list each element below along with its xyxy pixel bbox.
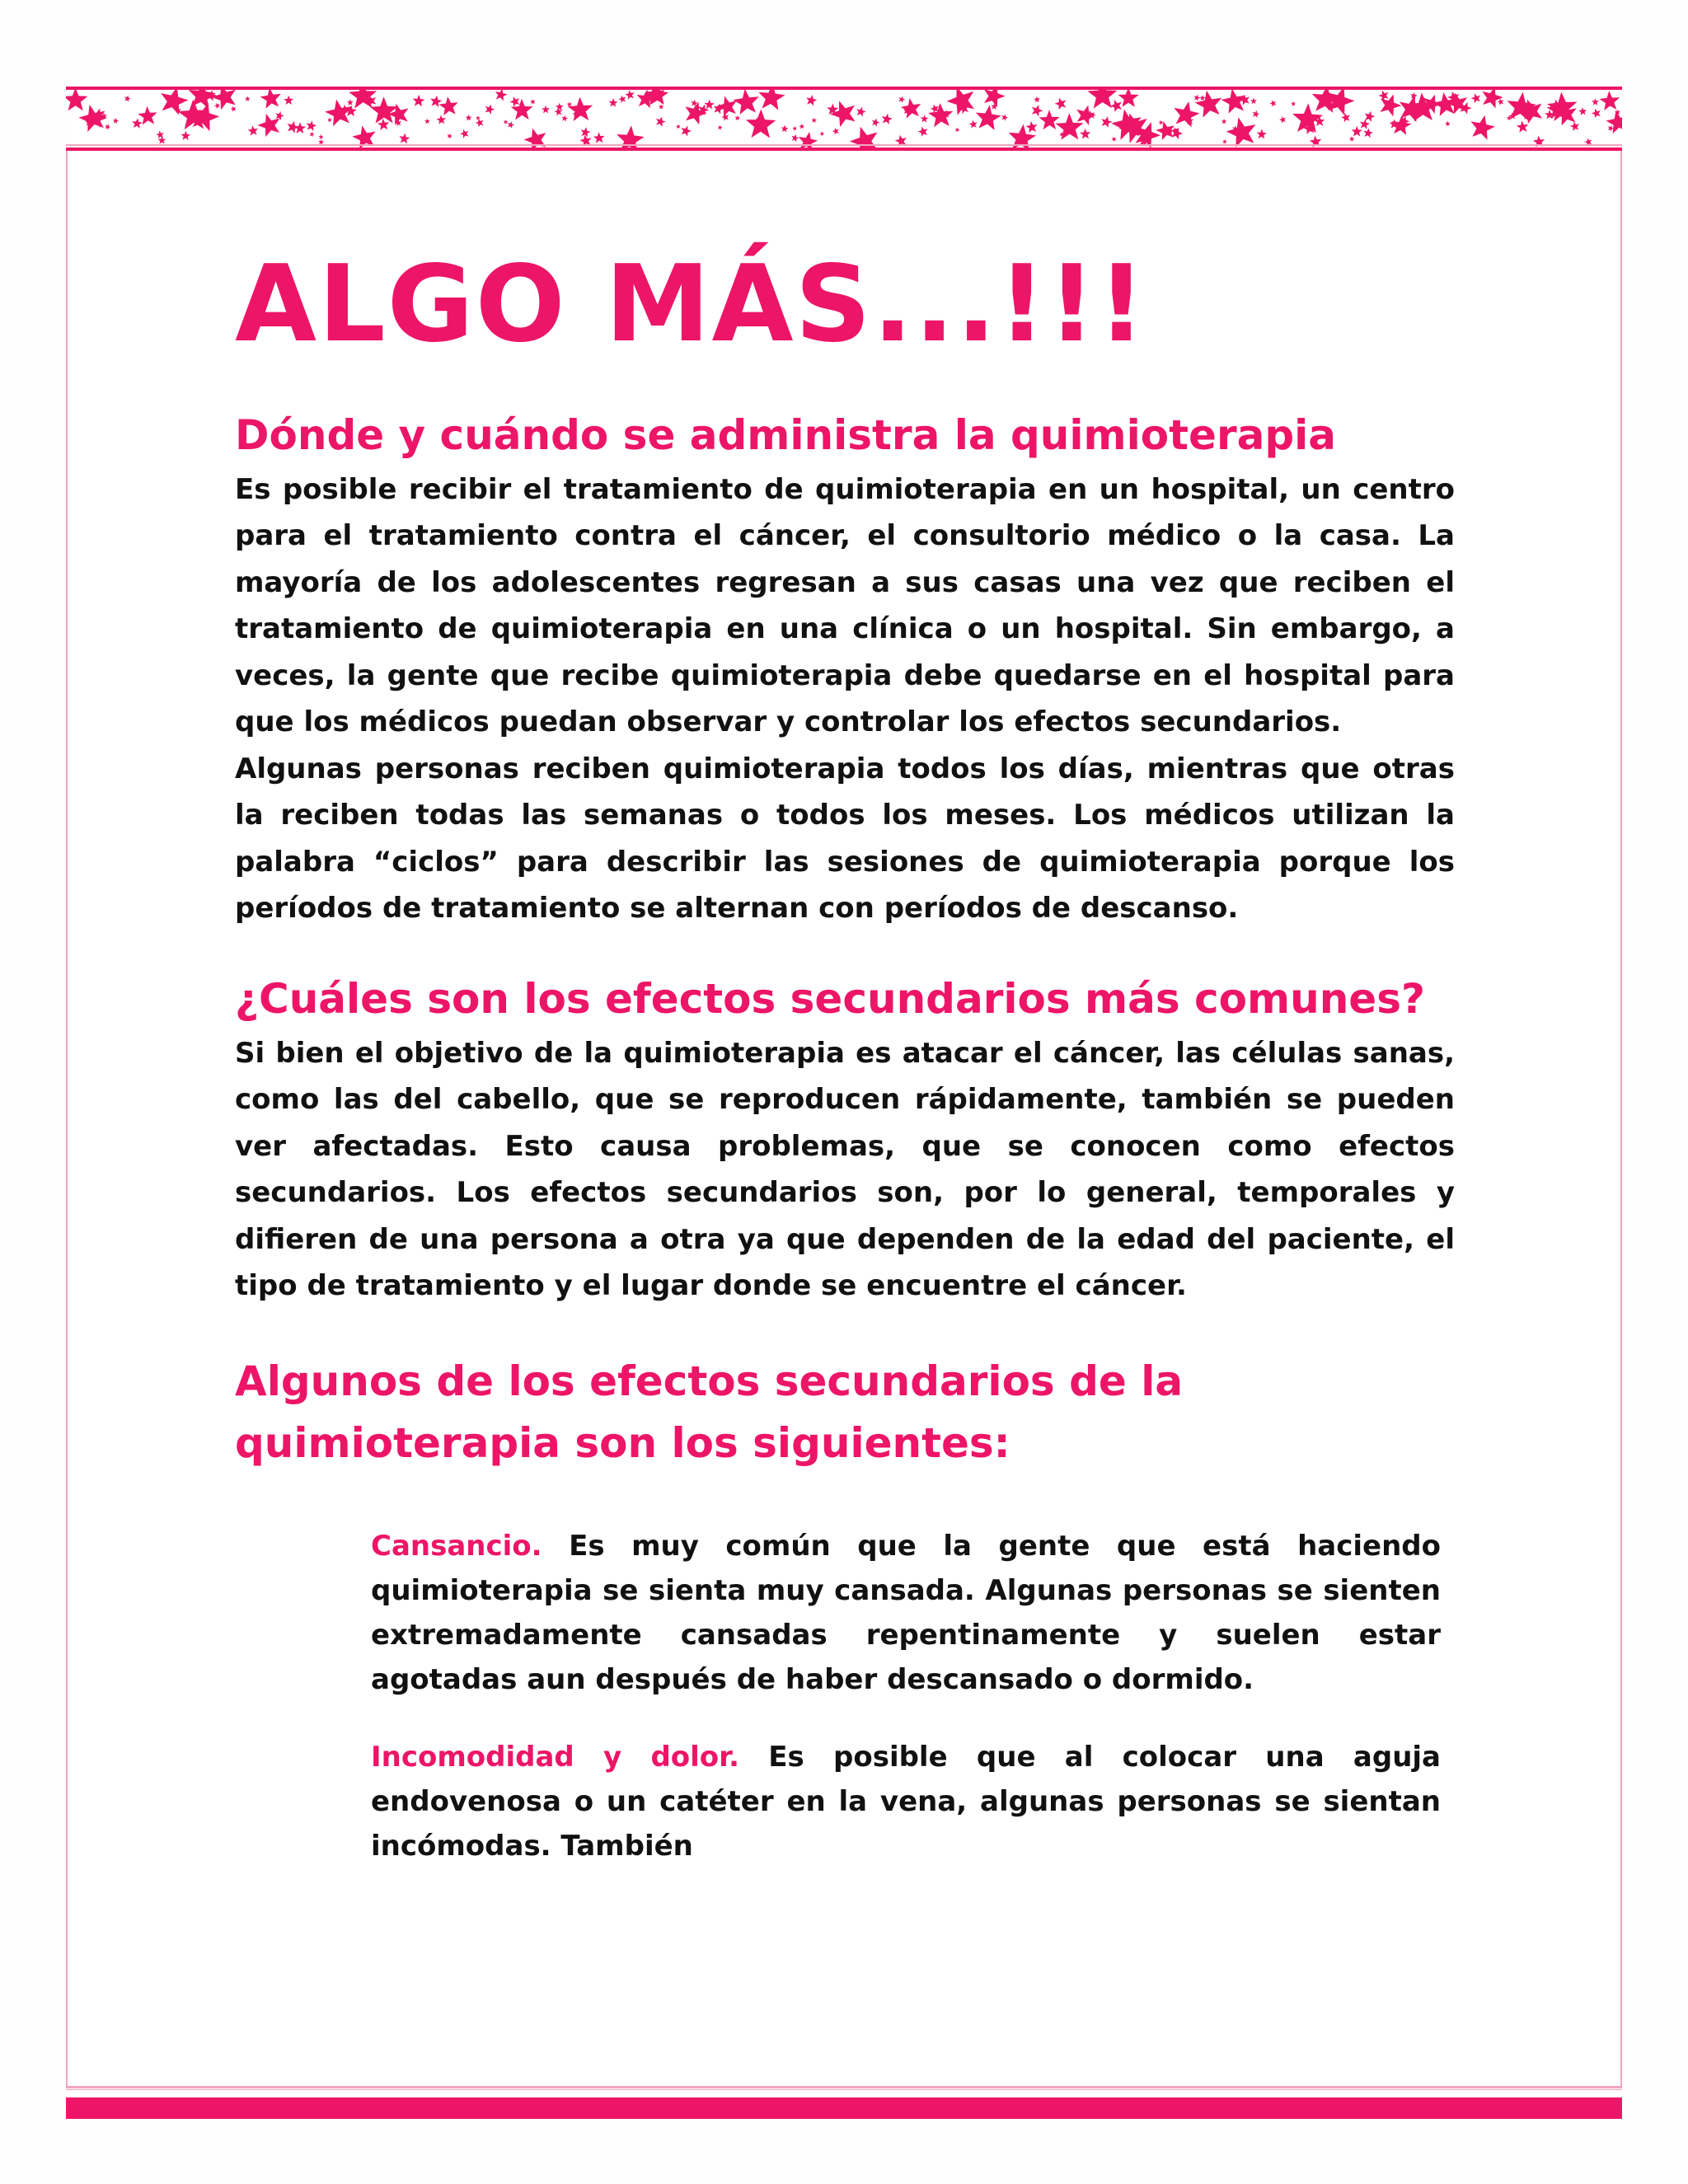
- star-icon: [1001, 113, 1009, 121]
- star-icon: [507, 120, 515, 129]
- star-icon: [608, 98, 618, 107]
- star-icon: [438, 96, 459, 116]
- star-icon: [347, 99, 354, 105]
- star-icon: [1224, 114, 1260, 148]
- section-heading-effects-list: Algunos de los efectos secundarios de la quimioterapia son los siguientes:: [235, 1357, 1184, 1467]
- star-icon: [1605, 108, 1622, 134]
- list-item-description: Es posible que al colocar una aguja endovenosa o un catéter en la vena, algunas personas se sientan incómodas. También: [371, 1740, 1441, 1863]
- list-item-description: Es muy común que la gente que está haciendo quimioterapia se sienta muy cansada. Algunas personas se sienten extremadamente cansadas repentinamente y suelen estar agotadas aun después de haber descansado o dormido.: [371, 1529, 1441, 1696]
- star-pattern-band: [66, 87, 1622, 151]
- star-icon: [1362, 128, 1373, 138]
- star-icon: [704, 99, 715, 109]
- star-icon: [476, 115, 481, 120]
- paragraph-side-effects: Si bien el objetivo de la quimioterapia es atacar el cáncer, las células sanas, como las del cabello, que se reproducen rápidamente, también se pueden ver afectadas. Esto causa problemas, que se conocen como efectos secundarios. Los efectos secundarios son, por lo general, temporales y difieren de una persona a otra ya que dependen de la edad del paciente, el tipo de tratamiento y el lugar donde se encuentre el cáncer.: [235, 1036, 1455, 1303]
- star-icon: [1055, 113, 1084, 140]
- star-icon: [484, 103, 496, 115]
- star-icon: [259, 90, 283, 109]
- star-icon: [369, 96, 398, 124]
- star-icon: [466, 115, 472, 121]
- star-icon: [819, 131, 825, 137]
- star-icon: [799, 123, 805, 129]
- star-icon: [566, 101, 572, 107]
- star-icon: [880, 113, 893, 125]
- list-item-term: Incomodidad y dolor.: [371, 1740, 740, 1774]
- star-icon: [1193, 93, 1201, 101]
- page-content: [235, 243, 1455, 1868]
- paragraph-when: Algunas personas reciben quimioterapia todos los días, mientras que otras la reciben todas las semanas o todos los meses. Los médicos utilizan la palabra “ciclos” para describir las sesiones de quimioterapia porque los períodos de tratamiento se alternan con períodos de descanso.: [235, 752, 1455, 926]
- star-icon: [781, 124, 789, 133]
- star-icon: [1591, 107, 1602, 119]
- star-icon: [1039, 110, 1060, 129]
- star-icon: [112, 117, 119, 124]
- list-item-text: [371, 1524, 1441, 1702]
- star-icon: [811, 117, 818, 123]
- list-item: [371, 1524, 1441, 1702]
- star-icon: [1158, 120, 1165, 125]
- star-icon: [1569, 120, 1580, 131]
- star-icon: [1034, 96, 1041, 102]
- star-icon: [284, 96, 293, 105]
- star-icon: [805, 94, 818, 106]
- star-icon: [968, 120, 978, 129]
- star-icon: [318, 134, 324, 140]
- star-icon: [1199, 95, 1206, 101]
- star-icon: [927, 102, 954, 128]
- star-icon: [459, 128, 470, 138]
- star-icon: [870, 117, 880, 127]
- star-icon: [245, 96, 251, 101]
- star-icon: [1110, 136, 1117, 143]
- star-icon: [475, 117, 485, 127]
- star-icon: [213, 102, 221, 110]
- footer-divider: [66, 2088, 1622, 2090]
- star-icon: [921, 115, 929, 123]
- star-icon: [1256, 129, 1267, 138]
- star-icon: [792, 125, 798, 131]
- star-icon: [625, 90, 636, 100]
- section-heading-where-when: Dónde y cuándo se administra la quimioterapia: [235, 410, 1337, 459]
- header-divider: [66, 144, 1622, 146]
- star-icon: [436, 115, 446, 124]
- star-icon: [561, 115, 569, 122]
- star-icon: [503, 120, 509, 124]
- star-icon: [1053, 96, 1068, 110]
- star-icon: [1468, 113, 1497, 141]
- star-icon: [654, 115, 667, 128]
- star-icon: [247, 124, 259, 136]
- star-icon: [832, 127, 840, 135]
- star-icon: [734, 115, 740, 120]
- star-icon: [542, 105, 550, 114]
- star-icon: [1250, 98, 1257, 105]
- star-icon: [447, 133, 453, 139]
- star-icon: [1029, 103, 1044, 117]
- footer-pink-bar: [66, 2097, 1622, 2119]
- star-icon: [104, 123, 111, 130]
- star-icon: [494, 90, 509, 101]
- star-icon: [617, 94, 627, 103]
- star-icon: [1340, 112, 1351, 123]
- star-icon: [1349, 136, 1355, 142]
- star-icon: [398, 133, 410, 144]
- star-icon: [1118, 90, 1139, 107]
- star-icon: [974, 103, 1002, 130]
- star-icon: [1445, 120, 1451, 126]
- star-icon: [308, 131, 315, 138]
- star-icon: [1221, 138, 1227, 144]
- star-icon: [1351, 126, 1362, 137]
- star-icon: [124, 95, 132, 102]
- star-icon: [1592, 98, 1599, 105]
- star-icon: [917, 125, 929, 137]
- star-icon: [156, 130, 165, 139]
- star-icon: [757, 90, 786, 110]
- star-icon: [274, 110, 285, 121]
- star-icon: [1100, 115, 1114, 128]
- star-icon: [579, 126, 591, 138]
- section-heading-side-effects: ¿Cuáles son los efectos secundarios más comunes?: [235, 974, 1425, 1023]
- star-icon: [1376, 91, 1404, 118]
- star-icon: [715, 93, 740, 118]
- star-icon: [1578, 107, 1587, 115]
- star-icon: [556, 103, 564, 111]
- star-icon: [745, 109, 776, 138]
- side-effects-list: [371, 1524, 1441, 1868]
- stars-decoration: [66, 90, 1622, 148]
- star-icon: [717, 124, 723, 130]
- star-icon: [790, 134, 799, 143]
- star-icon: [659, 104, 664, 109]
- star-icon: [1278, 115, 1287, 124]
- star-icon: [131, 118, 143, 129]
- paragraph-where: Es posible recibir el tratamiento de quimioterapia en un hospital, un centro para el tratamiento contra el cáncer, el consultorio médico o la casa. La mayoría de los adolescentes regresan a sus casas una vez que reciben el tratamiento de quimioterapia en una clínica o un hospital. Sin embargo, a veces, la gente que recibe quimioterapia debe quedarse en el hospital para que los médicos puedan observar y controlar los efectos secundarios.: [235, 472, 1455, 739]
- star-icon: [675, 124, 681, 129]
- star-icon: [1358, 118, 1371, 129]
- star-icon: [1080, 129, 1091, 139]
- star-icon: [230, 105, 237, 112]
- list-item: [371, 1735, 1441, 1868]
- star-icon: [1290, 101, 1296, 106]
- star-icon: [679, 124, 692, 137]
- star-icon: [567, 96, 593, 121]
- star-icon: [66, 90, 87, 110]
- star-icon: [593, 132, 605, 143]
- star-icon: [530, 99, 537, 105]
- star-icon: [1251, 110, 1260, 119]
- star-icon: [1025, 120, 1039, 133]
- star-icon: [181, 130, 190, 140]
- star-icon: [1221, 119, 1227, 124]
- star-icon: [412, 94, 425, 106]
- star-icon: [1599, 90, 1620, 110]
- star-icon: [1516, 120, 1529, 134]
- star-icon: [305, 120, 317, 131]
- star-icon: [732, 90, 761, 115]
- star-icon: [1479, 90, 1505, 110]
- star-icon: [326, 117, 332, 123]
- page-title: ALGO MÁS...!!!: [235, 243, 1147, 366]
- star-icon: [1470, 92, 1482, 104]
- list-item-term: Cansancio.: [371, 1529, 542, 1563]
- star-icon: [1268, 99, 1278, 107]
- list-item-text: [371, 1735, 1441, 1868]
- star-icon: [855, 105, 866, 117]
- star-icon: [954, 127, 960, 133]
- star-icon: [898, 95, 906, 103]
- star-icon: [424, 118, 430, 124]
